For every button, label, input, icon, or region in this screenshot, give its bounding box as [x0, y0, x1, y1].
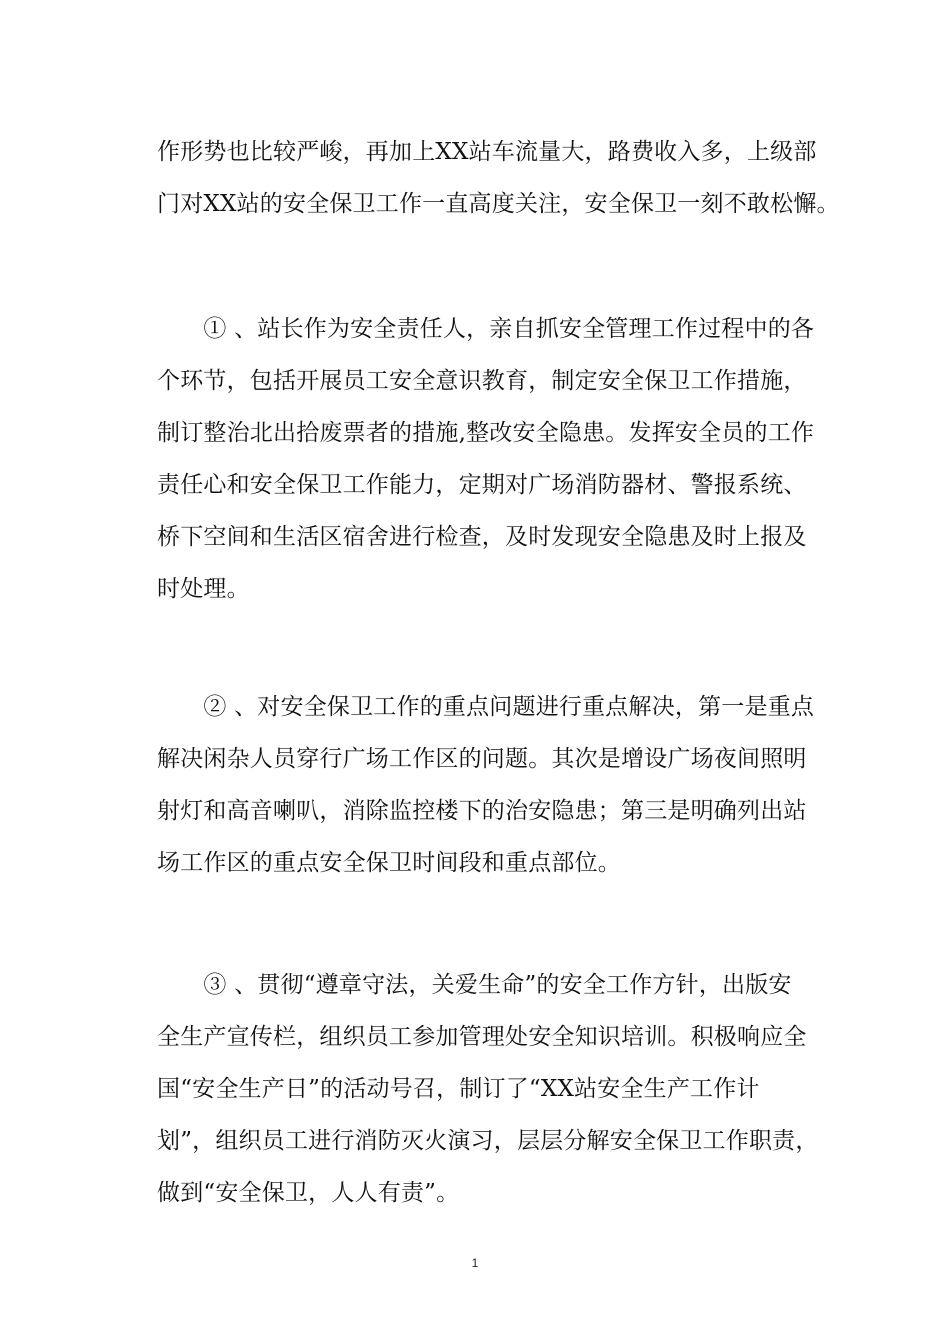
text-line: 责任心和安全保卫工作能力，定期对广场消防器材、警报系统、: [157, 472, 807, 498]
text-line: 解决闲杂人员穿行广场工作区的问题。其次是增设广场夜间照明: [157, 746, 807, 772]
paragraph-item-2: [157, 681, 815, 889]
text-line: 制订整治北出拾废票者的措施,整改安全隐患。发挥安全员的工作: [157, 420, 815, 446]
page-number: 1: [471, 1256, 479, 1270]
text-line: 作形势也比较严峻，再加上XX站车流量大，路费收入多，上级部: [157, 139, 817, 165]
text-line: 国“安全生产日”的活动号召，制订了“XX站安全生产工作计: [157, 1076, 760, 1102]
text-line: 时处理。: [157, 576, 250, 602]
text-line: ③ 、贯彻“遵章守法，关爱生命”的安全工作方针，出版安: [157, 972, 792, 998]
paragraph-intro: [157, 126, 840, 230]
text-line: 门对XX站的安全保卫工作一直高度关注，安全保卫一刻不敢松懈。: [157, 191, 840, 217]
text-line: 划”，组织员工进行消防灭火演习，层层分解安全保卫工作职责，: [157, 1128, 819, 1154]
text-line: ① 、站长作为安全责任人，亲自抓安全管理工作过程中的各: [157, 316, 815, 342]
text-line: 做到“安全保卫，人人有责”。: [157, 1180, 460, 1206]
paragraph-item-3: [157, 959, 819, 1219]
paragraph-item-1: [157, 303, 815, 615]
text-line: 全生产宣传栏，组织员工参加管理处安全知识培训。积极响应全: [157, 1024, 807, 1050]
text-line: 个环节，包括开展员工安全意识教育，制定安全保卫工作措施，: [157, 368, 807, 394]
text-line: ② 、对安全保卫工作的重点问题进行重点解决，第一是重点: [157, 694, 815, 720]
text-line: 桥下空间和生活区宿舍进行检查，及时发现安全隐患及时上报及: [157, 524, 807, 550]
text-line: 射灯和高音喇叭，消除监控楼下的治安隐患；第三是明确列出站: [157, 798, 807, 824]
text-line: 场工作区的重点安全保卫时间段和重点部位。: [157, 850, 621, 876]
